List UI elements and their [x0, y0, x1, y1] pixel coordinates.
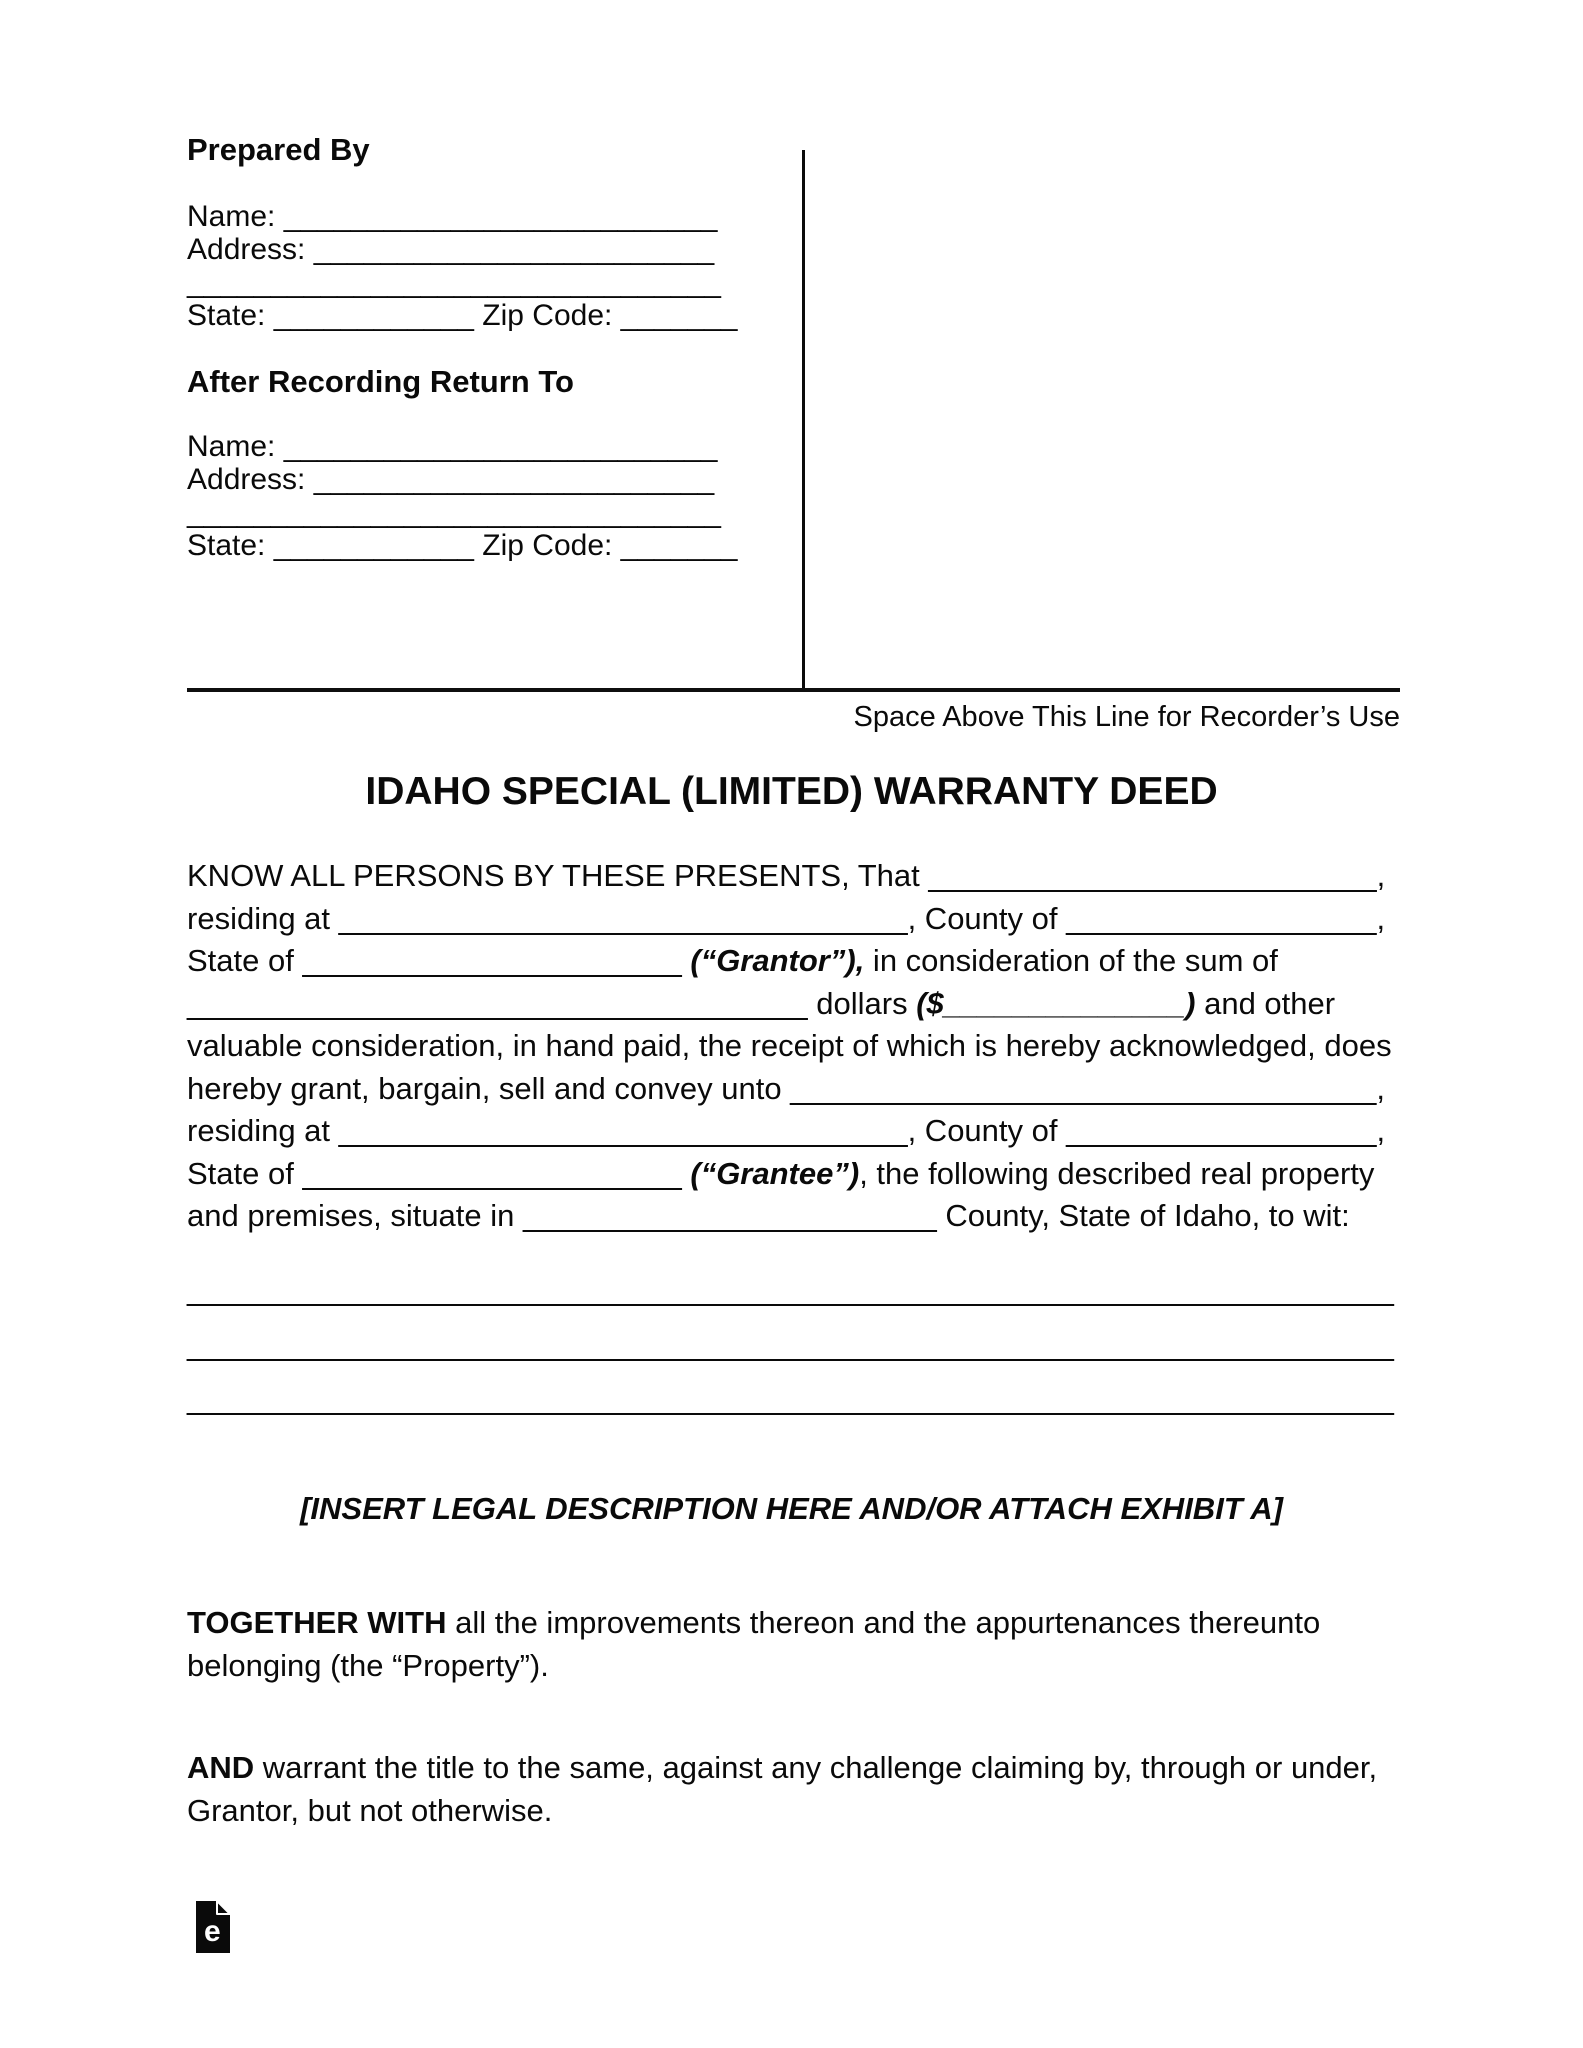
return-to-name-line: Name: __________________________ [187, 430, 718, 463]
text-segment: State of ______________________ [187, 943, 691, 978]
text-line [187, 1195, 1400, 1238]
return-to-address-continuation-line: ________________________________ [187, 496, 721, 529]
text-segment: hereby grant, bargain, sell and convey unto __________________________________, [187, 1070, 1385, 1106]
eforms-logo-letter: e [204, 1915, 221, 1948]
text-segment: KNOW ALL PERSONS BY THESE PRESENTS, That __________________________, [187, 858, 1386, 893]
text-segment: ($______________) [916, 985, 1196, 1021]
text-line [187, 855, 1400, 898]
text-segment: ____________________________________ dollars [187, 985, 917, 1021]
recorder-use-note: Space Above This Line for Recorder’s Use [853, 701, 1400, 733]
text-segment: State of ______________________ [187, 1155, 691, 1191]
return-to-heading: After Recording Return To [187, 364, 574, 399]
text-line [187, 1153, 1400, 1196]
text-segment: TOGETHER WITH [187, 1605, 447, 1640]
header-vertical-rule [802, 150, 805, 688]
text-line [187, 898, 1400, 941]
text-segment: residing at _________________________________, County of __________________, [187, 900, 1386, 936]
text-line [187, 1068, 1400, 1111]
text-line [187, 983, 1400, 1026]
recorder-divider-line [187, 688, 1400, 692]
text-segment: and other [1195, 985, 1336, 1021]
warranty-clause [187, 1746, 1400, 1832]
blank-line: ______________________________________________________________________ [187, 1272, 1394, 1307]
text-segment: residing at _________________________________, County of __________________, [187, 1113, 1386, 1148]
text-segment: AND [187, 1750, 255, 1785]
text-segment: (“Grantee”) [690, 1155, 860, 1191]
prepared-by-state-zip-line: State: ____________ Zip Code: _______ [187, 299, 738, 332]
text-segment: in consideration of the sum of [864, 943, 1278, 978]
text-line [187, 940, 1400, 983]
text-segment: , the following described real property [859, 1155, 1375, 1191]
text-segment: and premises, situate in ________________________ County, State of Idaho, to wit: [187, 1198, 1350, 1233]
text-segment: warrant the title to the same, against any challenge claiming by, through or under, Grantor, but not otherwise. [187, 1750, 1378, 1828]
prepared-by-address-continuation-line: ________________________________ [187, 266, 721, 299]
deed-body-paragraph [187, 855, 1400, 1238]
prepared-by-address-line: Address: ________________________ [187, 233, 715, 266]
together-with-clause [187, 1601, 1400, 1687]
blank-line: ______________________________________________________________________ [187, 1381, 1394, 1416]
blank-line: ______________________________________________________________________ [187, 1326, 1394, 1362]
text-line [187, 1110, 1400, 1153]
eforms-logo [196, 1901, 230, 1953]
text-segment: (“Grantor”), [690, 943, 865, 978]
legal-description-placeholder: [INSERT LEGAL DESCRIPTION HERE AND/OR ATTACH EXHIBIT A] [300, 1491, 1283, 1526]
text-line [187, 1025, 1400, 1068]
return-to-address-line: Address: ________________________ [187, 463, 715, 496]
prepared-by-name-line: Name: __________________________ [187, 200, 718, 233]
text-segment: all the improvements thereon and the appurtenances thereunto belonging (the “Property”). [187, 1605, 1321, 1683]
return-to-state-zip-line: State: ____________ Zip Code: _______ [187, 529, 738, 562]
eforms-page-icon [196, 1901, 230, 1953]
legal-description-blank-lines [187, 1263, 1400, 1427]
text-segment: valuable consideration, in hand paid, the receipt of which is hereby acknowledged, does [187, 1028, 1392, 1063]
deed-title: IDAHO SPECIAL (LIMITED) WARRANTY DEED [365, 770, 1218, 813]
prepared-by-heading: Prepared By [187, 132, 370, 167]
recorder-header-section [187, 133, 802, 562]
